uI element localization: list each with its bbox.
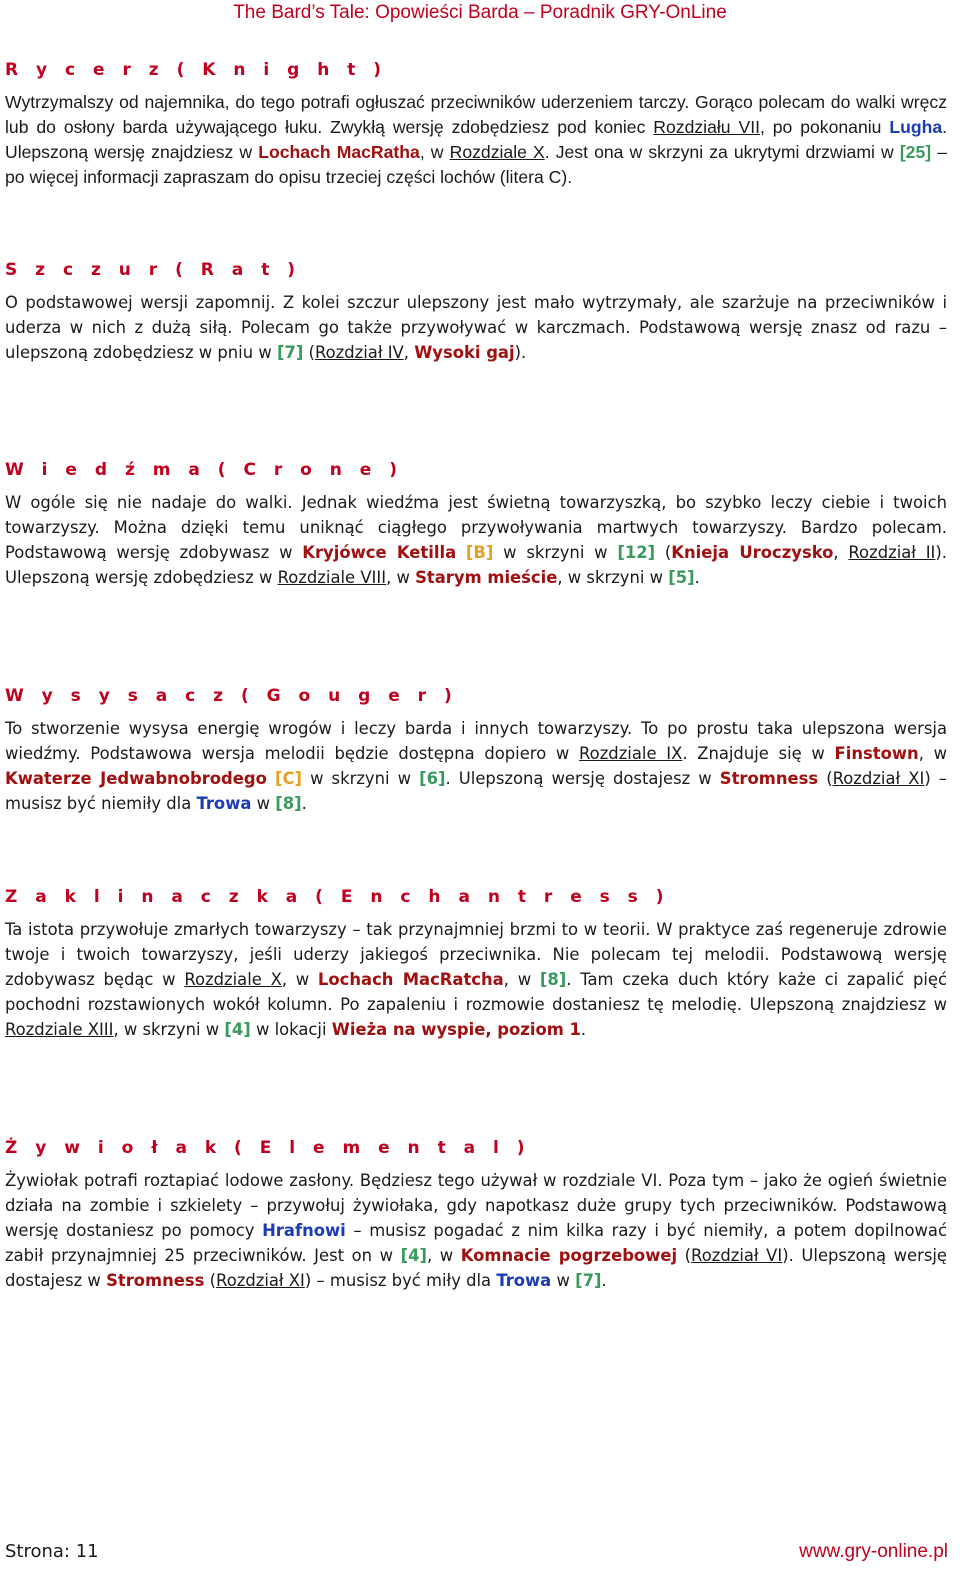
- text-run: ,: [833, 543, 849, 562]
- text-run: W ogóle się nie nadaje do walki. Jednak wiedźma jest świetną towarzyszką, bo szybko leczy ciebie i twoich towarzyszy. Można dzięki temu uniknąć ciągłego przywoływania martwych towarzyszy. Bardzo polecam. Podstawową wersję zdobywasz w: [5, 493, 947, 562]
- text-run: , w: [503, 970, 540, 989]
- section-heading: Ż y w i o ł a k ( E l e m e n t a l ): [5, 1138, 531, 1158]
- chapter-link: Rozdział XI: [832, 769, 925, 788]
- text-run: (: [204, 1271, 217, 1290]
- chapter-link: Rozdział IV: [314, 343, 404, 362]
- chapter-link: Rozdziale IX: [579, 744, 683, 763]
- text-run: (: [818, 769, 833, 788]
- text-run: Wytrzymalszy od najemnika, do tego potrafi ogłuszać przeciwników uderzeniem tarczy. Gorąco polecam do walki wręcz lub do osłony barda używającego łuku. Zwykłą wersję zdobędziesz pod koniec: [5, 92, 947, 137]
- text-run: (: [303, 343, 315, 362]
- location-name: Komnacie pogrzebowej: [460, 1246, 678, 1265]
- section-rat: [5, 258, 947, 458]
- map-key: [B]: [465, 543, 494, 562]
- site-link[interactable]: www.gry-online.pl: [799, 1541, 948, 1562]
- chapter-link: Rozdziale X: [449, 142, 545, 162]
- map-marker: [6]: [419, 769, 446, 788]
- location-name: Finstown: [834, 744, 919, 763]
- text-run: Żywiołak potrafi roztapiać lodowe zasłony. Będziesz tego używał w rozdziale VI. Poza tym – jako że ogień świetnie działa na zombie i szkielety – przywołuj żywiołaka, gdy napotkasz duże grupy tych przeciwników. Podstawową wersję dostaniesz po pomocy: [5, 1171, 947, 1240]
- header-publisher: Poradnik GRY-OnLine: [539, 2, 727, 23]
- text-run: (: [655, 543, 672, 562]
- text-run: . Tam czeka duch który każe ci zapalić pięć pochodni rozstawionych wokół kolumn. Po zapaleniu i rozmowie dostaniesz tę melodię. Ulepszoną znajdziesz w: [5, 970, 947, 1014]
- text-run: w: [551, 1271, 576, 1290]
- location-name: Lochach MacRatha: [258, 142, 420, 162]
- section-paragraph: [5, 90, 947, 190]
- text-run: , w: [386, 568, 416, 587]
- chapter-link: Rozdziale VIII: [277, 568, 387, 587]
- section-heading: Z a k l i n a c z k a ( E n c h a n t r e s s ): [5, 887, 670, 907]
- text-run: , w: [918, 744, 947, 763]
- text-run: .: [301, 794, 307, 813]
- text-run: w lokacji: [250, 1020, 332, 1039]
- text-run: [456, 543, 466, 562]
- section-heading: W y s y s a c z ( G o u g e r ): [5, 686, 458, 706]
- text-run: , w skrzyni w: [557, 568, 669, 587]
- chapter-link: Rozdział XI: [216, 1271, 305, 1290]
- map-key: [C]: [274, 769, 302, 788]
- text-run: Ta istota przywołuje zmarłych towarzyszy – tak przynajmniej brzmi to w teorii. W praktyce zaś regeneruje zdrowie twoje i twoich towarzyszy, jeśli uderzy jakiegoś przeciwnika. Nie polecam tej melodii. Podstawową wersję zdobywasz będąc w: [5, 920, 947, 989]
- section-gouger: [5, 684, 947, 885]
- text-run: , w: [419, 142, 450, 162]
- text-run: – po więcej informacji zapraszam do opisu trzeciej części lochów (litera C).: [5, 142, 947, 187]
- npc-name: Trowa: [496, 1271, 552, 1290]
- chapter-link: Rozdziale X: [184, 970, 282, 989]
- text-run: (: [677, 1246, 692, 1265]
- page-header: [0, 0, 960, 28]
- page-number: Strona: 11: [5, 1541, 99, 1562]
- text-run: To stworzenie wysysa energię wrogów i leczy barda i innych towarzyszy. To po prostu taka ulepszona wersja wiedźmy. Podstawowa wersja melodii będzie dostępna dopiero w: [5, 719, 947, 763]
- section-paragraph: [5, 1168, 947, 1293]
- section-knight: [5, 58, 947, 258]
- text-run: ) – musisz być niemiły dla: [5, 769, 947, 813]
- text-run: .: [601, 1271, 607, 1290]
- text-run: w skrzyni w: [302, 769, 420, 788]
- text-run: . Ulepszoną wersję znajdziesz w: [5, 117, 947, 162]
- header-title: The Bard’s Tale: Opowieści Barda: [233, 2, 519, 23]
- text-run: , po pokonaniu: [759, 117, 890, 137]
- chapter-link: Rozdziale XIII: [5, 1020, 114, 1039]
- text-run: .: [694, 568, 700, 587]
- section-paragraph: [5, 490, 947, 590]
- section-paragraph: [5, 917, 947, 1042]
- map-marker: [25]: [899, 142, 932, 162]
- text-run: ). Ulepszoną wersję dostajesz w: [5, 1246, 948, 1290]
- npc-name: Hrafnowi: [262, 1221, 346, 1240]
- location-name: Starym mieście: [415, 568, 558, 587]
- map-marker: [8]: [539, 970, 567, 989]
- chapter-link: Rozdziału VII: [653, 117, 760, 137]
- text-run: . Ulepszoną wersję dostajesz w: [445, 769, 720, 788]
- map-marker: [12]: [617, 543, 656, 562]
- text-run: , w: [281, 970, 318, 989]
- text-run: w skrzyni w: [493, 543, 618, 562]
- section-crone: [5, 458, 947, 684]
- section-heading: R y c e r z ( K n i g h t ): [5, 60, 388, 80]
- text-run: . Znajduje się w: [682, 744, 835, 763]
- location-name: Kwaterze Jedwabnobrodego: [5, 769, 267, 788]
- text-run: ,: [403, 343, 415, 362]
- text-run: , w skrzyni w: [113, 1020, 225, 1039]
- text-run: , w: [426, 1246, 461, 1265]
- section-enchantress: [5, 885, 947, 1136]
- section-paragraph: [5, 716, 947, 816]
- chapter-link: Rozdział VI: [691, 1246, 783, 1265]
- text-run: ) – musisz być miły dla: [304, 1271, 497, 1290]
- location-name: Kryjówce Ketilla: [302, 543, 457, 562]
- location-name: Lochach MacRatcha: [317, 970, 504, 989]
- location-name: Stromness: [106, 1271, 205, 1290]
- map-marker: [4]: [224, 1020, 251, 1039]
- location-name: Knieja Uroczysko: [671, 543, 834, 562]
- npc-name: Lugha: [889, 117, 943, 137]
- text-run: . Jest ona w skrzyni za ukrytymi drzwiami w: [544, 142, 900, 162]
- chapter-link: Rozdział II: [848, 543, 936, 562]
- text-run: .: [580, 1020, 587, 1039]
- map-marker: [4]: [400, 1246, 427, 1265]
- npc-name: Trowa: [196, 794, 252, 813]
- section-heading: W i e d ź m a ( C r o n e ): [5, 460, 404, 480]
- section-heading: S z c z u r ( R a t ): [5, 260, 302, 280]
- text-run: – musisz pogadać z nim kilka razy i być niemiły, a potem dopilnować zabił przynajmniej 25 przeciwników. Jest on w: [5, 1221, 947, 1265]
- location-name: Stromness: [719, 769, 819, 788]
- map-marker: [8]: [275, 794, 302, 813]
- section-paragraph: [5, 290, 947, 365]
- text-run: O podstawowej wersji zapomnij. Z kolei szczur ulepszony jest mało wytrzymały, ale szarżuje na przeciwników i uderza w nich z dużą siłą. Polecam go także przywoływać w karczmach. Podstawową wersję znasz od razu – ulepszoną zdobędziesz w pniu w: [5, 293, 947, 362]
- location-name: Wieża na wyspie, poziom 1: [331, 1020, 581, 1039]
- document-body: [5, 58, 947, 1293]
- map-marker: [7]: [276, 343, 304, 362]
- text-run: ). Ulepszoną wersję zdobędziesz w: [5, 543, 948, 587]
- text-run: [267, 769, 275, 788]
- text-run: ).: [514, 343, 527, 362]
- map-marker: [5]: [668, 568, 695, 587]
- location-name: Wysoki gaj: [414, 343, 515, 362]
- section-elemental: [5, 1136, 947, 1293]
- map-marker: [7]: [575, 1271, 602, 1290]
- text-run: w: [251, 794, 276, 813]
- header-separator: –: [523, 2, 535, 23]
